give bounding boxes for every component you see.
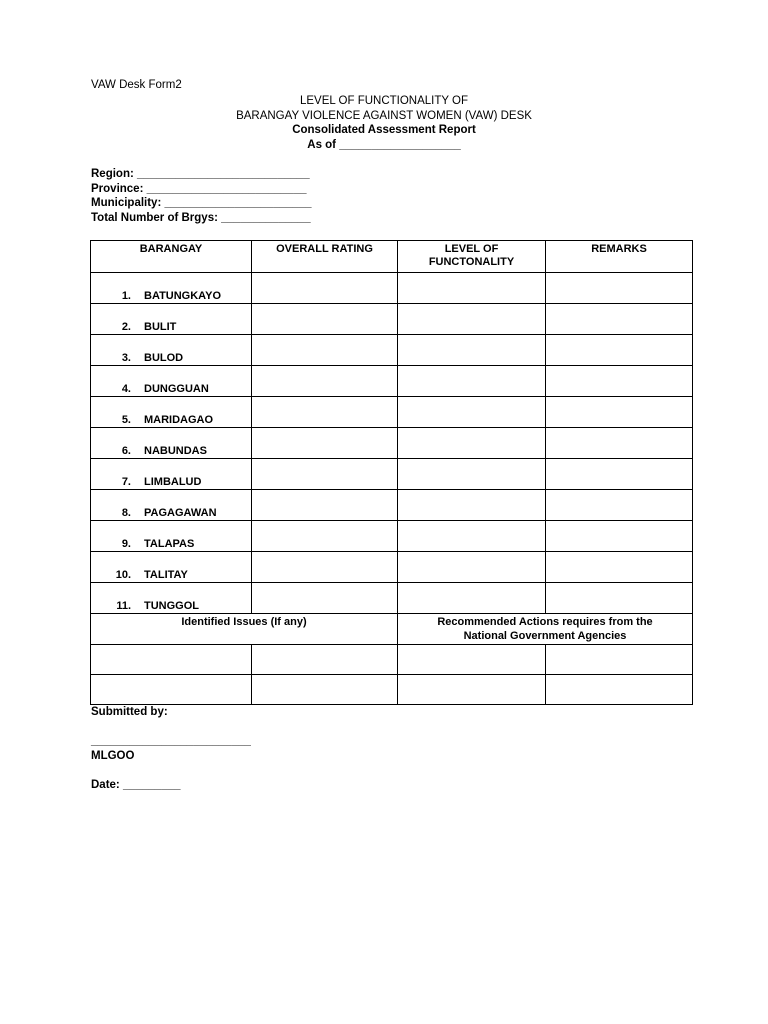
table-row (91, 273, 693, 304)
blank-cell[interactable] (252, 675, 398, 705)
barangay-cell (91, 490, 252, 521)
remarks-cell[interactable] (546, 459, 693, 490)
barangay-number: 8. (121, 507, 131, 519)
table-header-row (91, 241, 693, 273)
recommended-actions-line1: Recommended Actions requires from the (437, 616, 653, 628)
barangay-cell (91, 397, 252, 428)
barangay-name: BULOD (144, 352, 184, 364)
barangay-name: TALAPAS (144, 538, 195, 550)
barangay-name: BATUNGKAYO (144, 290, 222, 302)
level-cell[interactable] (398, 521, 546, 552)
level-cell[interactable] (398, 583, 546, 614)
barangay-number: 1. (121, 290, 131, 302)
level-cell[interactable] (398, 304, 546, 335)
barangay-number: 3. (121, 352, 131, 364)
barangay-number: 7. (121, 476, 131, 488)
barangay-name: BULIT (144, 321, 177, 333)
table-row (91, 521, 693, 552)
barangay-number: 10. (115, 569, 131, 581)
level-cell[interactable] (398, 552, 546, 583)
municipality-field: Municipality: _______________________ (91, 197, 312, 210)
remarks-cell[interactable] (546, 273, 693, 304)
header-level-line2: FUNCTONALITY (428, 256, 515, 268)
province-field: Province: _________________________ (91, 182, 307, 195)
remarks-cell[interactable] (546, 397, 693, 428)
signatory-label: MLGOO (91, 750, 135, 762)
signature-line: _________________________ (91, 735, 251, 747)
table-row (91, 428, 693, 459)
barangay-number: 5. (121, 414, 131, 426)
region-field: Region: ___________________________ (91, 168, 310, 180)
barangay-number: 6. (121, 445, 131, 457)
title-line-3: Consolidated Assessment Report (292, 124, 476, 137)
remarks-cell[interactable] (546, 521, 693, 552)
blank-cell[interactable] (398, 675, 546, 705)
level-cell[interactable] (398, 428, 546, 459)
identified-issues-label: Identified Issues (If any) (91, 614, 398, 645)
remarks-cell[interactable] (546, 335, 693, 366)
barangay-name: LIMBALUD (144, 476, 202, 488)
blank-cell[interactable] (398, 645, 546, 675)
remarks-cell[interactable] (546, 304, 693, 335)
date-field: Date: _________ (91, 779, 181, 791)
remarks-cell[interactable] (546, 428, 693, 459)
overall-rating-cell[interactable] (252, 583, 398, 614)
overall-rating-cell[interactable] (252, 273, 398, 304)
overall-rating-cell[interactable] (252, 397, 398, 428)
overall-rating-cell[interactable] (252, 552, 398, 583)
level-cell[interactable] (398, 490, 546, 521)
barangay-cell (91, 459, 252, 490)
remarks-cell[interactable] (546, 490, 693, 521)
header-remarks: REMARKS (546, 241, 693, 273)
level-cell[interactable] (398, 366, 546, 397)
level-cell[interactable] (398, 335, 546, 366)
title-block (0, 94, 768, 152)
level-cell[interactable] (398, 459, 546, 490)
overall-rating-cell[interactable] (252, 521, 398, 552)
barangay-name: DUNGGUAN (144, 383, 209, 395)
barangay-name: TALITAY (144, 569, 188, 581)
as-of-field: As of ___________________ (307, 138, 461, 151)
table-row (91, 335, 693, 366)
barangay-rows (91, 273, 693, 614)
submitted-by-label: Submitted by: (91, 706, 168, 718)
level-cell[interactable] (398, 273, 546, 304)
table-row (91, 397, 693, 428)
overall-rating-cell[interactable] (252, 366, 398, 397)
barangay-cell (91, 552, 252, 583)
header-barangay: BARANGAY (91, 241, 252, 273)
barangay-name: MARIDAGAO (144, 414, 214, 426)
blank-cell[interactable] (91, 645, 252, 675)
barangay-cell (91, 521, 252, 552)
barangay-name: TUNGGOL (144, 600, 199, 612)
overall-rating-cell[interactable] (252, 335, 398, 366)
header-level-line1: LEVEL OF (444, 243, 499, 255)
blank-cell[interactable] (252, 645, 398, 675)
barangay-name: PAGAGAWAN (144, 507, 217, 519)
table-row (91, 304, 693, 335)
barangay-number: 11. (116, 600, 131, 612)
barangay-number: 4. (121, 383, 131, 395)
barangay-cell (91, 273, 252, 304)
header-level-of-functionality (398, 241, 546, 273)
recommended-actions-label (398, 614, 693, 645)
form-code: VAW Desk Form2 (91, 79, 182, 91)
assessment-table (90, 240, 693, 705)
recommended-actions-line2: National Government Agencies (463, 630, 627, 642)
barangay-cell (91, 583, 252, 614)
table-row (91, 459, 693, 490)
barangay-number: 9. (121, 538, 131, 550)
barangay-cell (91, 304, 252, 335)
blank-cell[interactable] (546, 645, 693, 675)
total-brgys-field: Total Number of Brgys: ______________ (91, 211, 311, 224)
remarks-cell[interactable] (546, 583, 693, 614)
remarks-cell[interactable] (546, 552, 693, 583)
barangay-cell (91, 428, 252, 459)
table-row (91, 366, 693, 397)
overall-rating-cell[interactable] (252, 428, 398, 459)
barangay-number: 2. (121, 321, 131, 333)
barangay-cell (91, 366, 252, 397)
blank-cell[interactable] (91, 675, 252, 705)
issues-blank-row (91, 675, 693, 705)
overall-rating-cell[interactable] (252, 459, 398, 490)
blank-cell[interactable] (546, 675, 693, 705)
barangay-name: NABUNDAS (144, 445, 207, 457)
table-row (91, 583, 693, 614)
header-fields (91, 167, 312, 225)
issues-header-row (91, 614, 693, 645)
table-row (91, 490, 693, 521)
remarks-cell[interactable] (546, 366, 693, 397)
overall-rating-cell[interactable] (252, 304, 398, 335)
title-line-1: LEVEL OF FUNCTIONALITY OF (299, 95, 469, 107)
header-overall-rating: OVERALL RATING (252, 241, 398, 273)
barangay-cell (91, 335, 252, 366)
table-row (91, 552, 693, 583)
title-line-2: BARANGAY VIOLENCE AGAINST WOMEN (VAW) DESK (236, 109, 532, 122)
issues-blank-row (91, 645, 693, 675)
overall-rating-cell[interactable] (252, 490, 398, 521)
level-cell[interactable] (398, 397, 546, 428)
